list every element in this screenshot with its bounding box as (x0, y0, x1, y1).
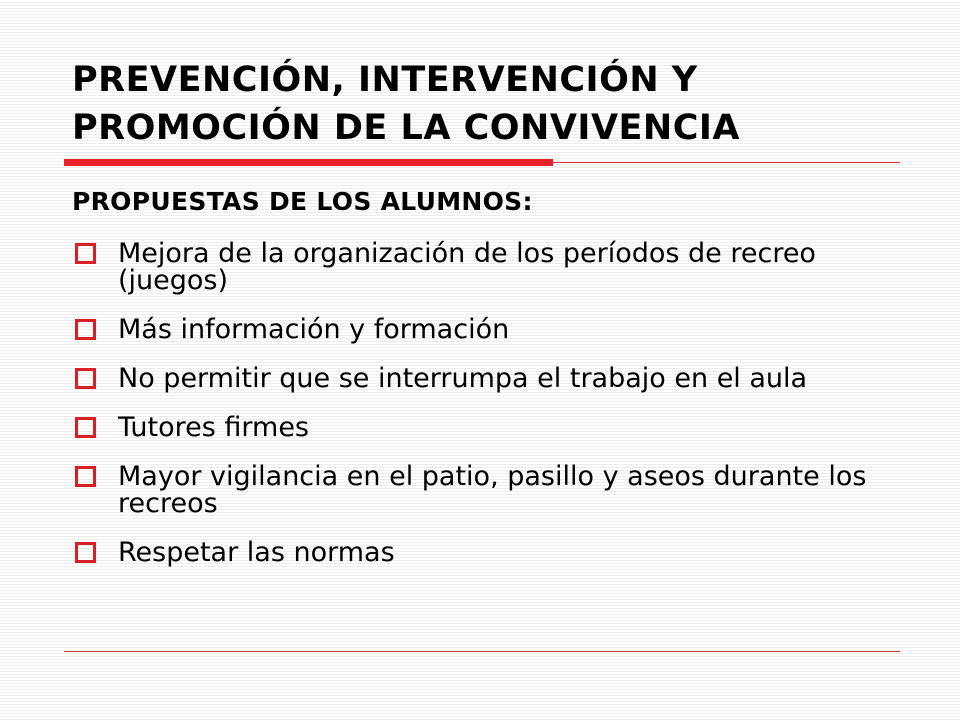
square-outline-bullet-icon (75, 417, 96, 438)
bullet-item (72, 539, 912, 566)
bullet-text: Más información y formación (118, 314, 510, 345)
bullet-item (72, 240, 912, 294)
section-subtitle: PROPUESTAS DE LOS ALUMNOS: (72, 187, 533, 216)
bullet-text: Respetar las normas (118, 537, 395, 568)
bullet-item (72, 316, 912, 343)
bullet-text: No permitir que se interrumpa el trabajo en el aula (118, 363, 808, 394)
square-outline-bullet-icon (75, 319, 96, 340)
slide-title (72, 56, 912, 152)
bullet-item (72, 365, 912, 392)
square-outline-bullet-icon (75, 542, 96, 563)
bullet-item (72, 414, 912, 441)
square-outline-bullet-icon (75, 243, 96, 264)
bullet-item (72, 463, 912, 517)
footer-divider-line (64, 651, 900, 652)
bullet-list (72, 240, 912, 588)
bullet-text: Mejora de la organización de los períodos de recreo (juegos) (118, 238, 816, 296)
slide-title-line-1: PREVENCIÓN, INTERVENCIÓN Y (72, 60, 698, 100)
title-accent-bar (64, 159, 553, 166)
slide-title-line-2: PROMOCIÓN DE LA CONVIVENCIA (72, 108, 741, 148)
square-outline-bullet-icon (75, 466, 96, 487)
bullet-text: Mayor vigilancia en el patio, pasillo y aseos durante los recreos (118, 461, 867, 519)
bullet-text: Tutores firmes (118, 412, 309, 443)
square-outline-bullet-icon (75, 368, 96, 389)
